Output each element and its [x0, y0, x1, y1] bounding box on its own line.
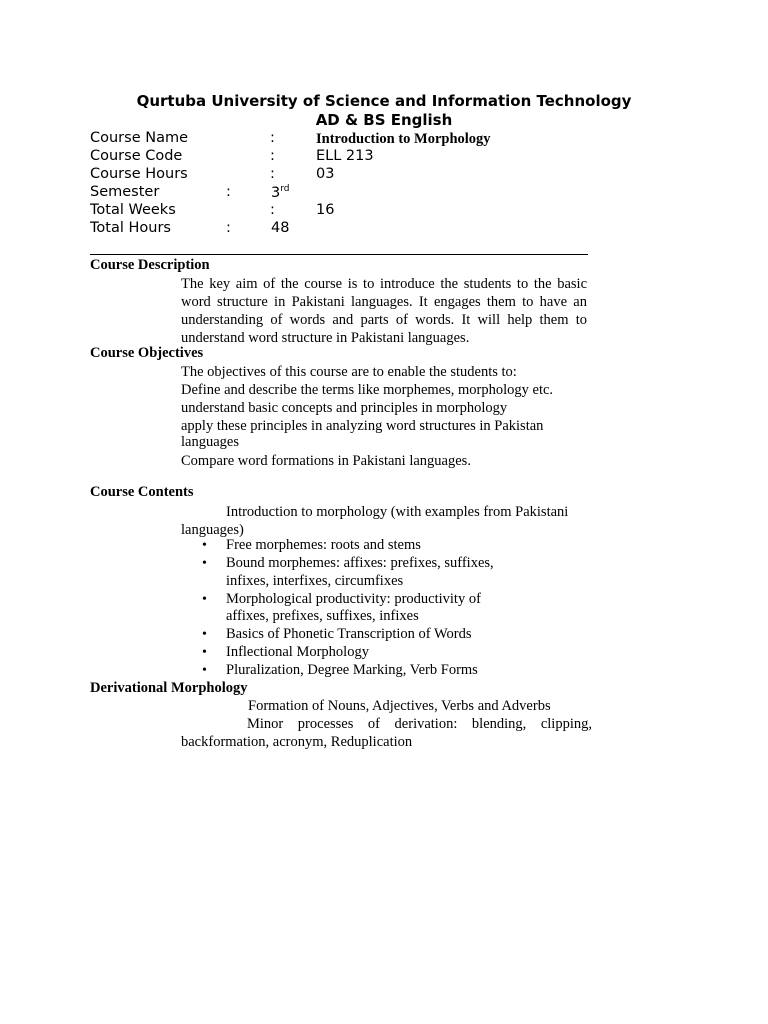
course-name-label: Course Name [90, 130, 189, 146]
course-name-value: Introduction to Morphology [316, 131, 491, 147]
bullet-icon: • [202, 627, 207, 642]
list-item: • Bound morphemes: affixes: prefixes, suffixes, infixes, interfixes, circumfixes [202, 555, 494, 589]
bullet-icon: • [202, 645, 207, 660]
course-hours-label: Course Hours [90, 166, 188, 182]
list-item: • Inflectional Morphology [202, 644, 369, 660]
derivational-morphology-heading: Derivational Morphology [90, 680, 248, 696]
course-hours-value: 03 [316, 166, 335, 182]
course-contents-heading: Course Contents [90, 484, 194, 500]
total-weeks-value: 16 [316, 202, 335, 218]
list-item: • Pluralization, Degree Marking, Verb Forms [202, 662, 478, 678]
total-weeks-label: Total Weeks [90, 202, 176, 218]
bullet-icon: • [202, 591, 207, 607]
semester-label: Semester [90, 184, 160, 200]
contents-intro-line2: languages) [181, 522, 244, 538]
university-title: Qurtuba University of Science and Information Technology [136, 92, 632, 110]
course-code-label: Course Code [90, 148, 183, 164]
total-hours-sep: : [226, 220, 231, 236]
total-hours-value: 48 [271, 220, 290, 236]
total-weeks-sep: : [270, 202, 275, 218]
list-item: • Free morphemes: roots and stems [202, 537, 421, 553]
objectives-intro: The objectives of this course are to enable the students to: [181, 364, 517, 380]
course-code-value: ELL 213 [316, 148, 374, 164]
course-hours-sep: : [270, 166, 275, 182]
bullet-icon: • [202, 663, 207, 678]
semester-value: 3rd [271, 184, 290, 201]
contents-intro-line1: Introduction to morphology (with examples from Pakistani [226, 504, 569, 520]
contents-bullet-list [181, 537, 601, 680]
objective-item: languages [181, 434, 239, 450]
course-objectives-heading: Course Objectives [90, 345, 204, 361]
course-code-sep: : [270, 148, 275, 164]
course-description-heading: Course Description [90, 257, 210, 273]
derivational-line1: Formation of Nouns, Adjectives, Verbs and Adverbs [248, 698, 551, 714]
list-item: • Morphological productivity: productivity of affixes, prefixes, suffixes, infixes [202, 590, 481, 624]
derivational-line3: backformation, acronym, Reduplication [181, 734, 413, 750]
bullet-icon: • [202, 556, 207, 571]
objective-item: Define and describe the terms like morphemes, morphology etc. [181, 382, 554, 398]
objective-item: Compare word formations in Pakistani languages. [181, 453, 471, 469]
course-name-sep: : [270, 130, 275, 146]
list-item: • Basics of Phonetic Transcription of Words [202, 626, 472, 642]
objective-item: understand basic concepts and principles in morphology [181, 400, 508, 416]
semester-sep: : [226, 184, 231, 200]
divider-rule [90, 254, 588, 255]
course-description-text: The key aim of the course is to introduce the students to the basic word structure in Pakistani languages. It engages them to have an understanding of words and parts of words. It will help them to understand word structure in Pakistani languages. [181, 276, 587, 346]
derivational-line2: Minor processes of derivation: blending, clipping, [247, 716, 592, 732]
program-title: AD & BS English [315, 111, 453, 129]
objective-item: apply these principles in analyzing word structures in Pakistan [181, 418, 544, 434]
bullet-icon: • [202, 538, 207, 553]
total-hours-label: Total Hours [90, 220, 171, 236]
